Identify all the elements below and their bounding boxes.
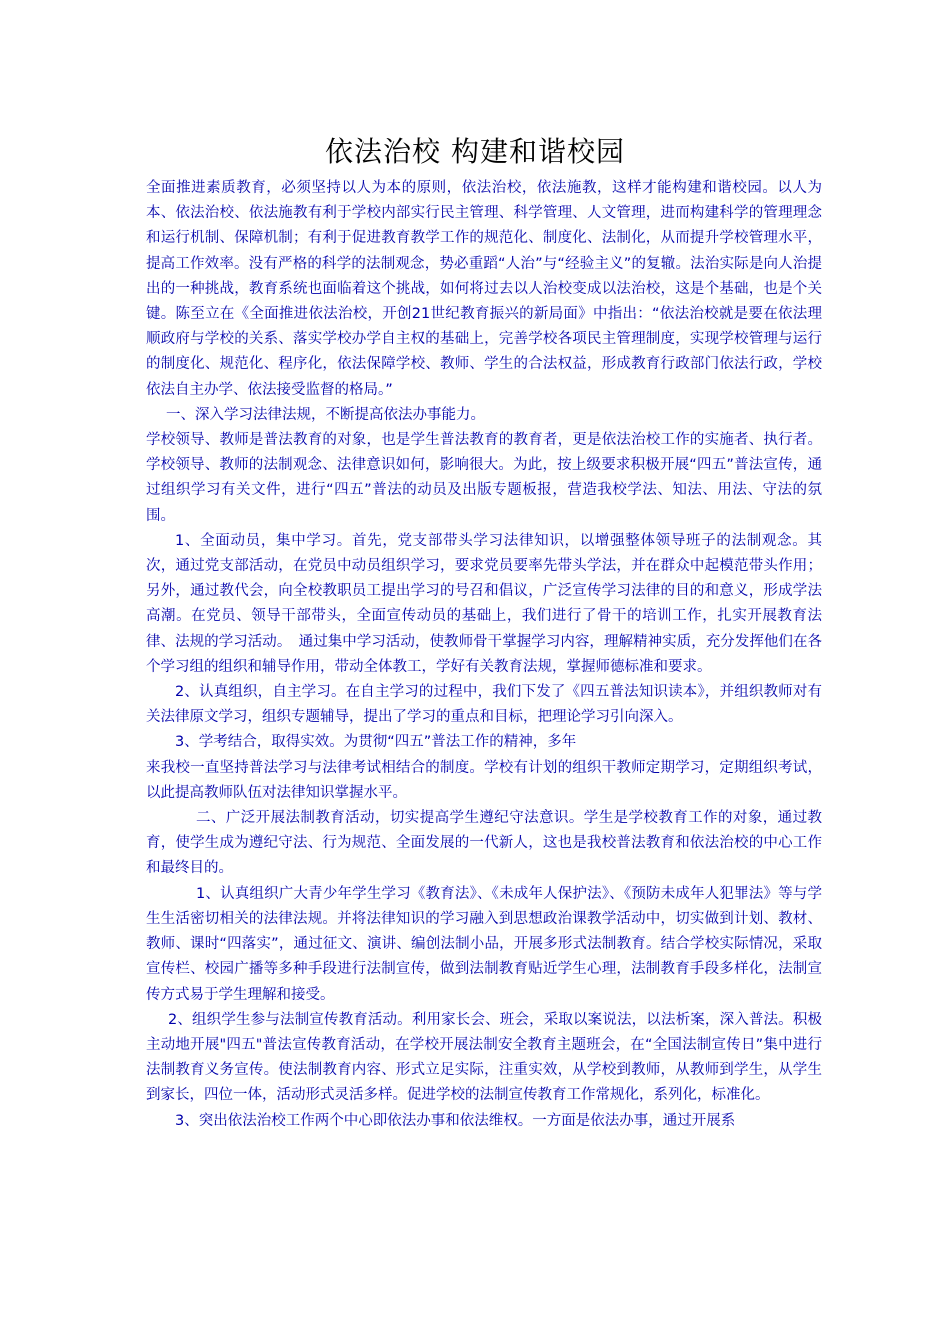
paragraph-1: 全面推进素质教育，必须坚持以人为本的原则，依法治校，依法施教，这样才能构建和谐校园。以人为本、依法治校、依法施教有利于学校内部实行民主管理、科学管理、人文管理，进而构建科学的管理理念和运行机制、保障机制；有利于促进教育教学工作的规范化、制度化、法制化，从而提升学校管理水平，提高工作效率。没有严格的科学的法制观念，势必重蹈“人治”与“经验主义”的复辙。法治实际是向人治提出的一种挑战，教育系统也面临着这个挑战，如何将过去以人治校变成以法治校，这是个基础，也是个关键。陈至立在《全面推进依法治校，开创21世纪教育振兴的新局面》中指出：“依法治校就是要在依法理顺政府与学校的关系、落实学校办学自主权的基础上，完善学校各项民主管理制度，实现学校管理与运行的制度化、规范化、程序化，依法保障学校、教师、学生的合法权益，形成教育行政部门依法行政，学校依法自主办学、依法接受监督的格局。” [146,180,822,398]
paragraph-6: 来我校一直坚持普法学习与法律考试相结合的制度。学校有计划的组织干教师定期学习，定期组织考试，以此提高教师队伍对法律知识掌握水平。 [146,759,822,801]
document-title: 依法治校 构建和谐校园 [325,135,625,168]
paragraph-5: 3、学考结合，取得实效。为贯彻“四五”普法工作的精神，多年 [175,734,577,751]
paragraph-3: 1、全面动员，集中学习。首先，党支部带头学习法律知识，以增强整体领导班子的法制观念。其次，通过党支部活动，在党员中动员组织学习，要求党员要率先带头学法，并在群众中起模范带头作用；另外，通过教代会，向全校教职员工提出学习的号召和倡议，广泛宣传学习法律的目的和意义，形成学法高潮。在党员、领导干部带头，全面宣传动员的基础上，我们进行了骨干的培训工作，扎实开展教育法律、法规的学习活动。 通过集中学习活动，使教师骨干掌握学习内容，理解精神实质，充分发挥他们在各个学习组的组织和辅导作用，带动全体教工，学好有关教育法规，掌握师德标准和要求。 [146,532,822,675]
section-heading-2: 二、广泛开展法制教育活动，切实提高学生遵纪守法意识。学生是学校教育工作的对象，通过教育，使学生成为遵纪守法、行为规范、全面发展的一代新人，这也是我校普法教育和依法治校的中心工作和最终目的。 [146,810,822,877]
document-body [146,176,822,1134]
paragraph-8: 2、组织学生参与法制宣传教育活动。利用家长会、班会，采取以案说法，以法析案，深入普法。积极主动地开展"四五"普法宣传教育活动，在学校开展法制安全教育主题班会，在“全国法制宣传日”集中进行法制教育义务宣传。使法制教育内容、形式立足实际，注重实效，从学校到教师，从教师到学生，从学生到家长，四位一体，活动形式灵活多样。促进学校的法制宣传教育工作常规化，系列化，标准化。 [146,1011,822,1104]
paragraph-4: 2、认真组织，自主学习。在自主学习的过程中，我们下发了《四五普法知识读本》，并组织教师对有关法律原文学习，组织专题辅导，提出了学习的重点和目标，把理论学习引向深入。 [146,684,822,726]
paragraph-2: 学校领导、教师是普法教育的对象，也是学生普法教育的教育者，更是依法治校工作的实施者、执行者。学校领导、教师的法制观念、法律意识如何，影响很大。为此，按上级要求积极开展“四五”普法宣传，通过组织学习有关文件，进行“四五”普法的动员及出版专题板报，营造我校学法、知法、用法、守法的氛围。 [146,432,822,524]
section-heading-1: 一、深入学习法律法规，不断提高依法办事能力。 [166,406,485,423]
paragraph-9: 3、突出依法治校工作两个中心即依法办事和依法维权。一方面是依法办事，通过开展系 [175,1112,736,1129]
paragraph-7: 1、认真组织广大青少年学生学习《教育法》、《未成年人保护法》、《预防未成年人犯罪法》等与学生生活密切相关的法律法规。并将法律知识的学习融入到思想政治课教学活动中，切实做到计划、教材、教师、课时“四落实”，通过征文、演讲、编创法制小品，开展多形式法制教育。结合学校实际情况，采取宣传栏、校园广播等多种手段进行法制宣传，做到法制教育贴近学生心理，法制教育手段多样化，法制宣传方式易于学生理解和接受。 [146,885,822,1003]
